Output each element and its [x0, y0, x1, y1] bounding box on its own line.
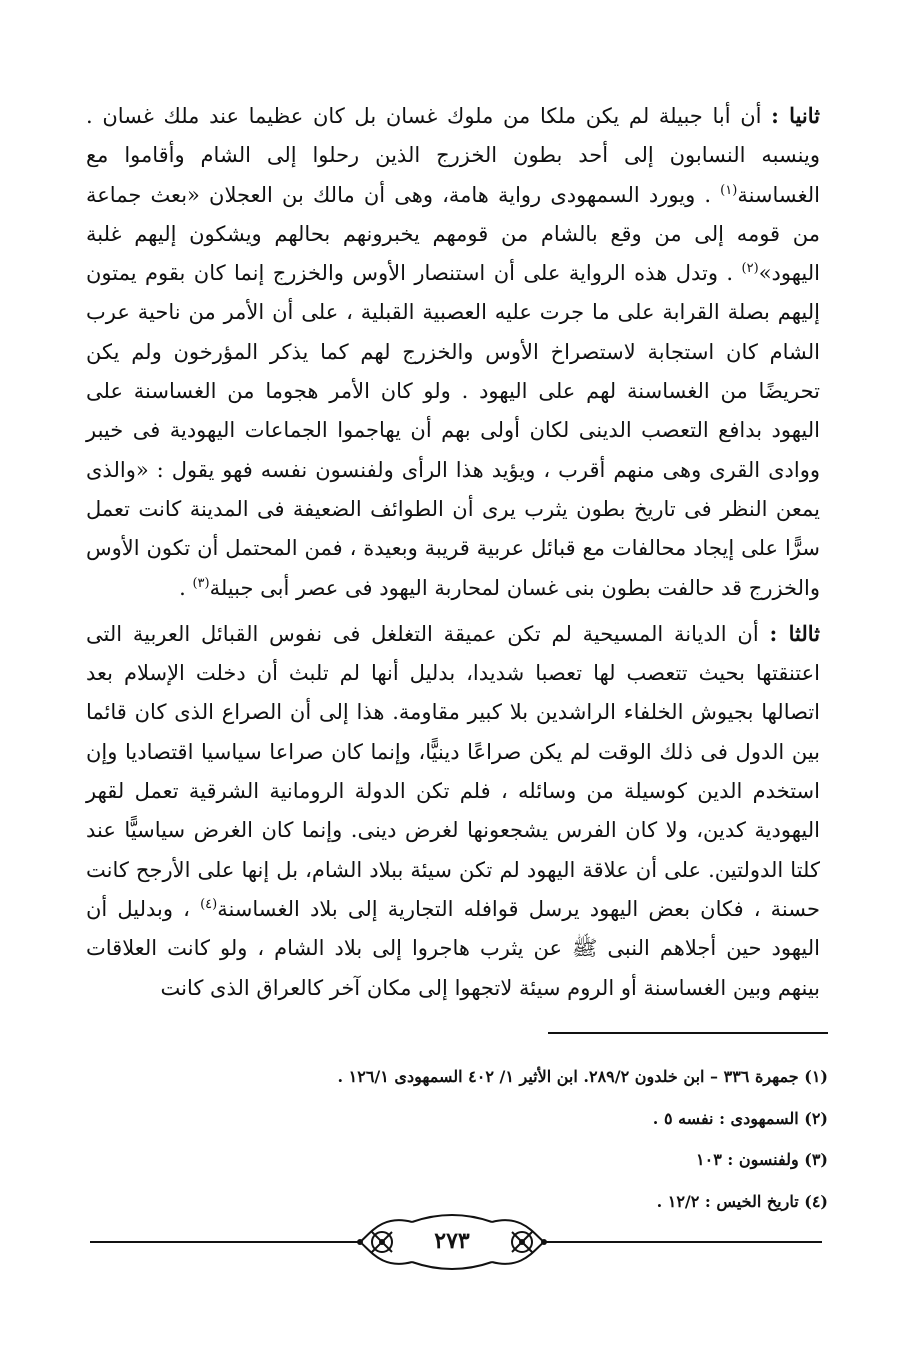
- paragraph-text: . وتدل هذه الرواية على أن استنصار الأوس والخزرج إنما كان بقوم يمتون إليهم بصلة القرابة على ما جرت عليه العصبية القبلية ، على أن الأمر من ناحية عرب الشام كان استجابة لاستصراخ الأوس والخزرج لهم كما يذكر المؤرخون ولم يكن تحريضًا من الغساسنة لهم على اليهود . ولو كان الأمر هجوما من الغساسنة على اليهود بدافع التعصب الدينى لكان أولى بهم أن يهاجموا الجماعات اليهودية فى خيبر ووادى القرى وهى منهم أقرب ، ويؤيد هذا الرأى ولفنسون نفسه فهو يقول : «والذى يمعن النظر فى تاريخ بطون يثرب يرى أن الطوائف الضعيفة فى المدينة كانت تعمل سرًّا على إيجاد محالفات مع قبائل عربية قريبة وبعيدة ، فمن المحتمل أن تكون الأوس والخزرج قد حالفت بطون بنى غسان لمحاربة اليهود فى عصر أبى جبيلة: [86, 261, 820, 600]
- paragraph-text: ، وبدليل أن اليهود حين أجلاهم النبى ﷺ عن يثرب هاجروا إلى بلاد الشام ، ولو كانت العلاقات بينهم وبين الغساسنة أو الروم سيئة لاتجهوا إلى مكان آخر كالعراق الذى كانت: [86, 896, 820, 1000]
- main-text: [86, 96, 820, 1008]
- paragraph-text: .: [179, 575, 186, 600]
- footnote-divider: [548, 1032, 828, 1034]
- footer-rule-left: [90, 1241, 360, 1243]
- paragraph-third: [86, 614, 820, 1008]
- footnote-item: (١) جمهرة ٣٣٦ – ابن خلدون ٢٨٩/٢. ابن الأثير ١/ ٤٠٢ السمهودى ١٢٦/١ .: [337, 1067, 828, 1086]
- footnote-item: (٣) ولفنسون : ١٠٣: [696, 1150, 828, 1169]
- footnote-item: (٤) تاريخ الخيس : ١٢/٢ .: [656, 1191, 828, 1211]
- paragraph-text: . ويورد السمهودى رواية هامة، وهى أن مالك بن العجلان «بعث جماعة من قومه إلى من وقع بالشام من قومهم يخبرونهم بحالهم ويشكون إليهم غلبة اليهود»: [86, 182, 820, 286]
- paragraph-lead: ثانيا :: [771, 103, 820, 128]
- paragraph-lead: ثالثا :: [769, 620, 820, 646]
- footnote-ref: (٣): [192, 575, 210, 591]
- footnote-item: (٢) السمهودى : نفسه ٥ .: [652, 1108, 828, 1128]
- footer-rule-right: [545, 1241, 822, 1243]
- paragraph-text: أن أبا جبيلة لم يكن ملكا من ملوك غسان بل كان عظيما عند ملك غسان . وينسبه النسابون إلى أحد بطون الخزرج الذين رحلوا إلى الشام وأقاموا مع الغساسنة: [86, 104, 820, 207]
- paragraph-second: [86, 96, 820, 608]
- footnotes: [260, 1062, 828, 1228]
- footnote-ref: (٤): [200, 896, 218, 912]
- page-number: ٢٧٣: [434, 1228, 470, 1254]
- footnote-ref: (١): [720, 182, 738, 198]
- paragraph-text: أن الديانة المسيحية لم تكن عميقة التغلغل فى نفوس القبائل العربية التى اعتنقتها بحيث تتعصب لها تعصبا شديدا، بدليل أنها لم تلبث أن دخلت الإسلام بعد اتصالها بجيوش الخلفاء الراشدين بلا كبير مقاومة. هذا إلى أن الصراع الذى كان قائما بين الدول فى ذلك الوقت لم يكن صراعًا دينيًّا، وإنما كان صراعا سياسيا اقتصاديا وإن استخدم الدين كوسيلة من وسائله ، فلم تكن الدولة الرومانية الشرقية تعمل لقهر اليهودية كدين، ولا كان الفرس يشجعونها لغرض دينى. وإنما كان الغرض سياسيًّا عند كلتا الدولتين. على أن علاقة اليهود لم تكن سيئة ببلاد الشام، بل إنها على الأرجح كانت حسنة ، فكان بعض اليهود يرسل قوافله التجارية إلى بلاد الغساسنة: [86, 621, 820, 921]
- footnote-ref: (٢): [741, 261, 759, 277]
